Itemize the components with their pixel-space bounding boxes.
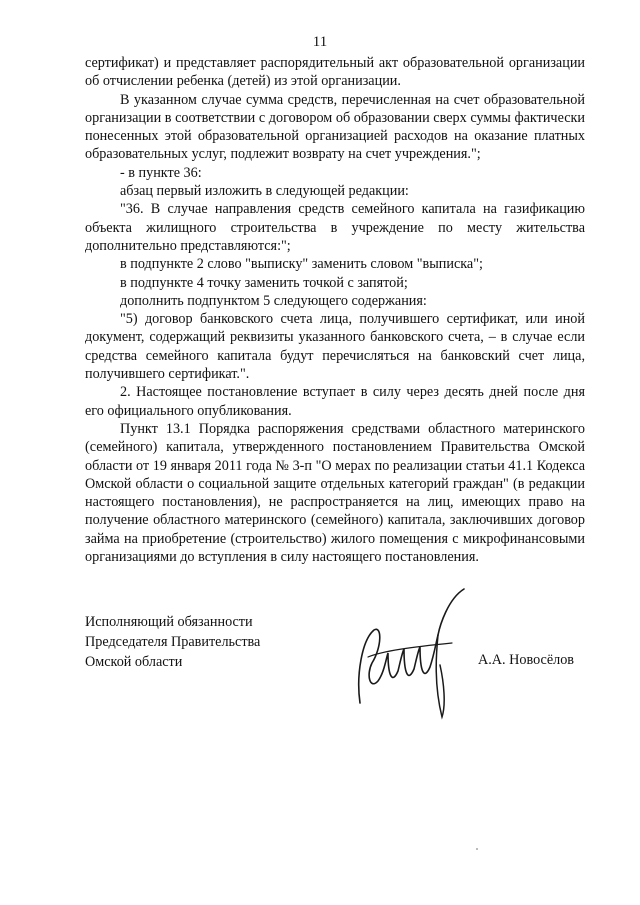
paragraph: в подпункте 4 точку заменить точкой с запятой; (120, 274, 408, 291)
handwritten-signature (352, 585, 472, 725)
signatory-title-line: Председателя Правительства (85, 634, 261, 650)
paragraph: "5) договор банковского счета лица, получившего сертификат, или иной документ, содержащий реквизиты указанного банковского счета, – в случае если средства семейного капитала будут перечисляться на банковский счет лица, получившего сертификат.". (85, 311, 585, 383)
paragraph: в подпункте 2 слово "выписку" заменить словом "выписка"; (120, 256, 483, 273)
paragraph: "36. В случае направления средств семейного капитала на газификацию объекта жилищного строительства в учреждение по месту жительства дополнительно представляются:"; (85, 201, 585, 254)
paragraph: В указанном случае сумма средств, перечисленная на счет образовательной организации в соответствии с договором об образовании сверх суммы фактически понесенных этой образовательной организацией расходов на оказание платных образовательных услуг, подлежит возврату на счет учреждения."; (85, 91, 585, 163)
paragraph: дополнить подпунктом 5 следующего содержания: (120, 292, 427, 309)
signatory-title (85, 612, 260, 672)
paragraph: Пункт 13.1 Порядка распоряжения средствами областного материнского (семейного) капитала, утвержденного постановлением Правительства Омской области от 19 января 2011 года № 3-п "О мерах по реализации статьи 41.1 Кодекса Омской области о социальной защите отдельных категорий граждан" (в редакции настоящего постановления), не распространяется на лиц, имеющих право на получение областного материнского (семейного) капитала, заключивших договор займа на приобретение (строительство) жилого помещения с микрофинансовыми организациями до вступления в силу настоящего постановления. (85, 420, 585, 566)
signatory-title-line: Исполняющий обязанности (85, 614, 253, 630)
paragraph: - в пункте 36: (120, 164, 202, 181)
paragraph: абзац первый изложить в следующей редакции: (120, 183, 409, 200)
paragraph: 2. Настоящее постановление вступает в силу через десять дней после дня его официального опубликования. (85, 384, 585, 419)
page-number: 11 (312, 34, 328, 50)
paragraph: сертификат) и представляет распорядительный акт образовательной организации об отчислении ребенка (детей) из этой организации. (85, 55, 585, 90)
document-body (85, 54, 585, 566)
signatory-title-line: Омской области (85, 654, 183, 670)
signatory-name: А.А. Новосёлов (478, 652, 574, 668)
scan-speck (476, 848, 478, 850)
